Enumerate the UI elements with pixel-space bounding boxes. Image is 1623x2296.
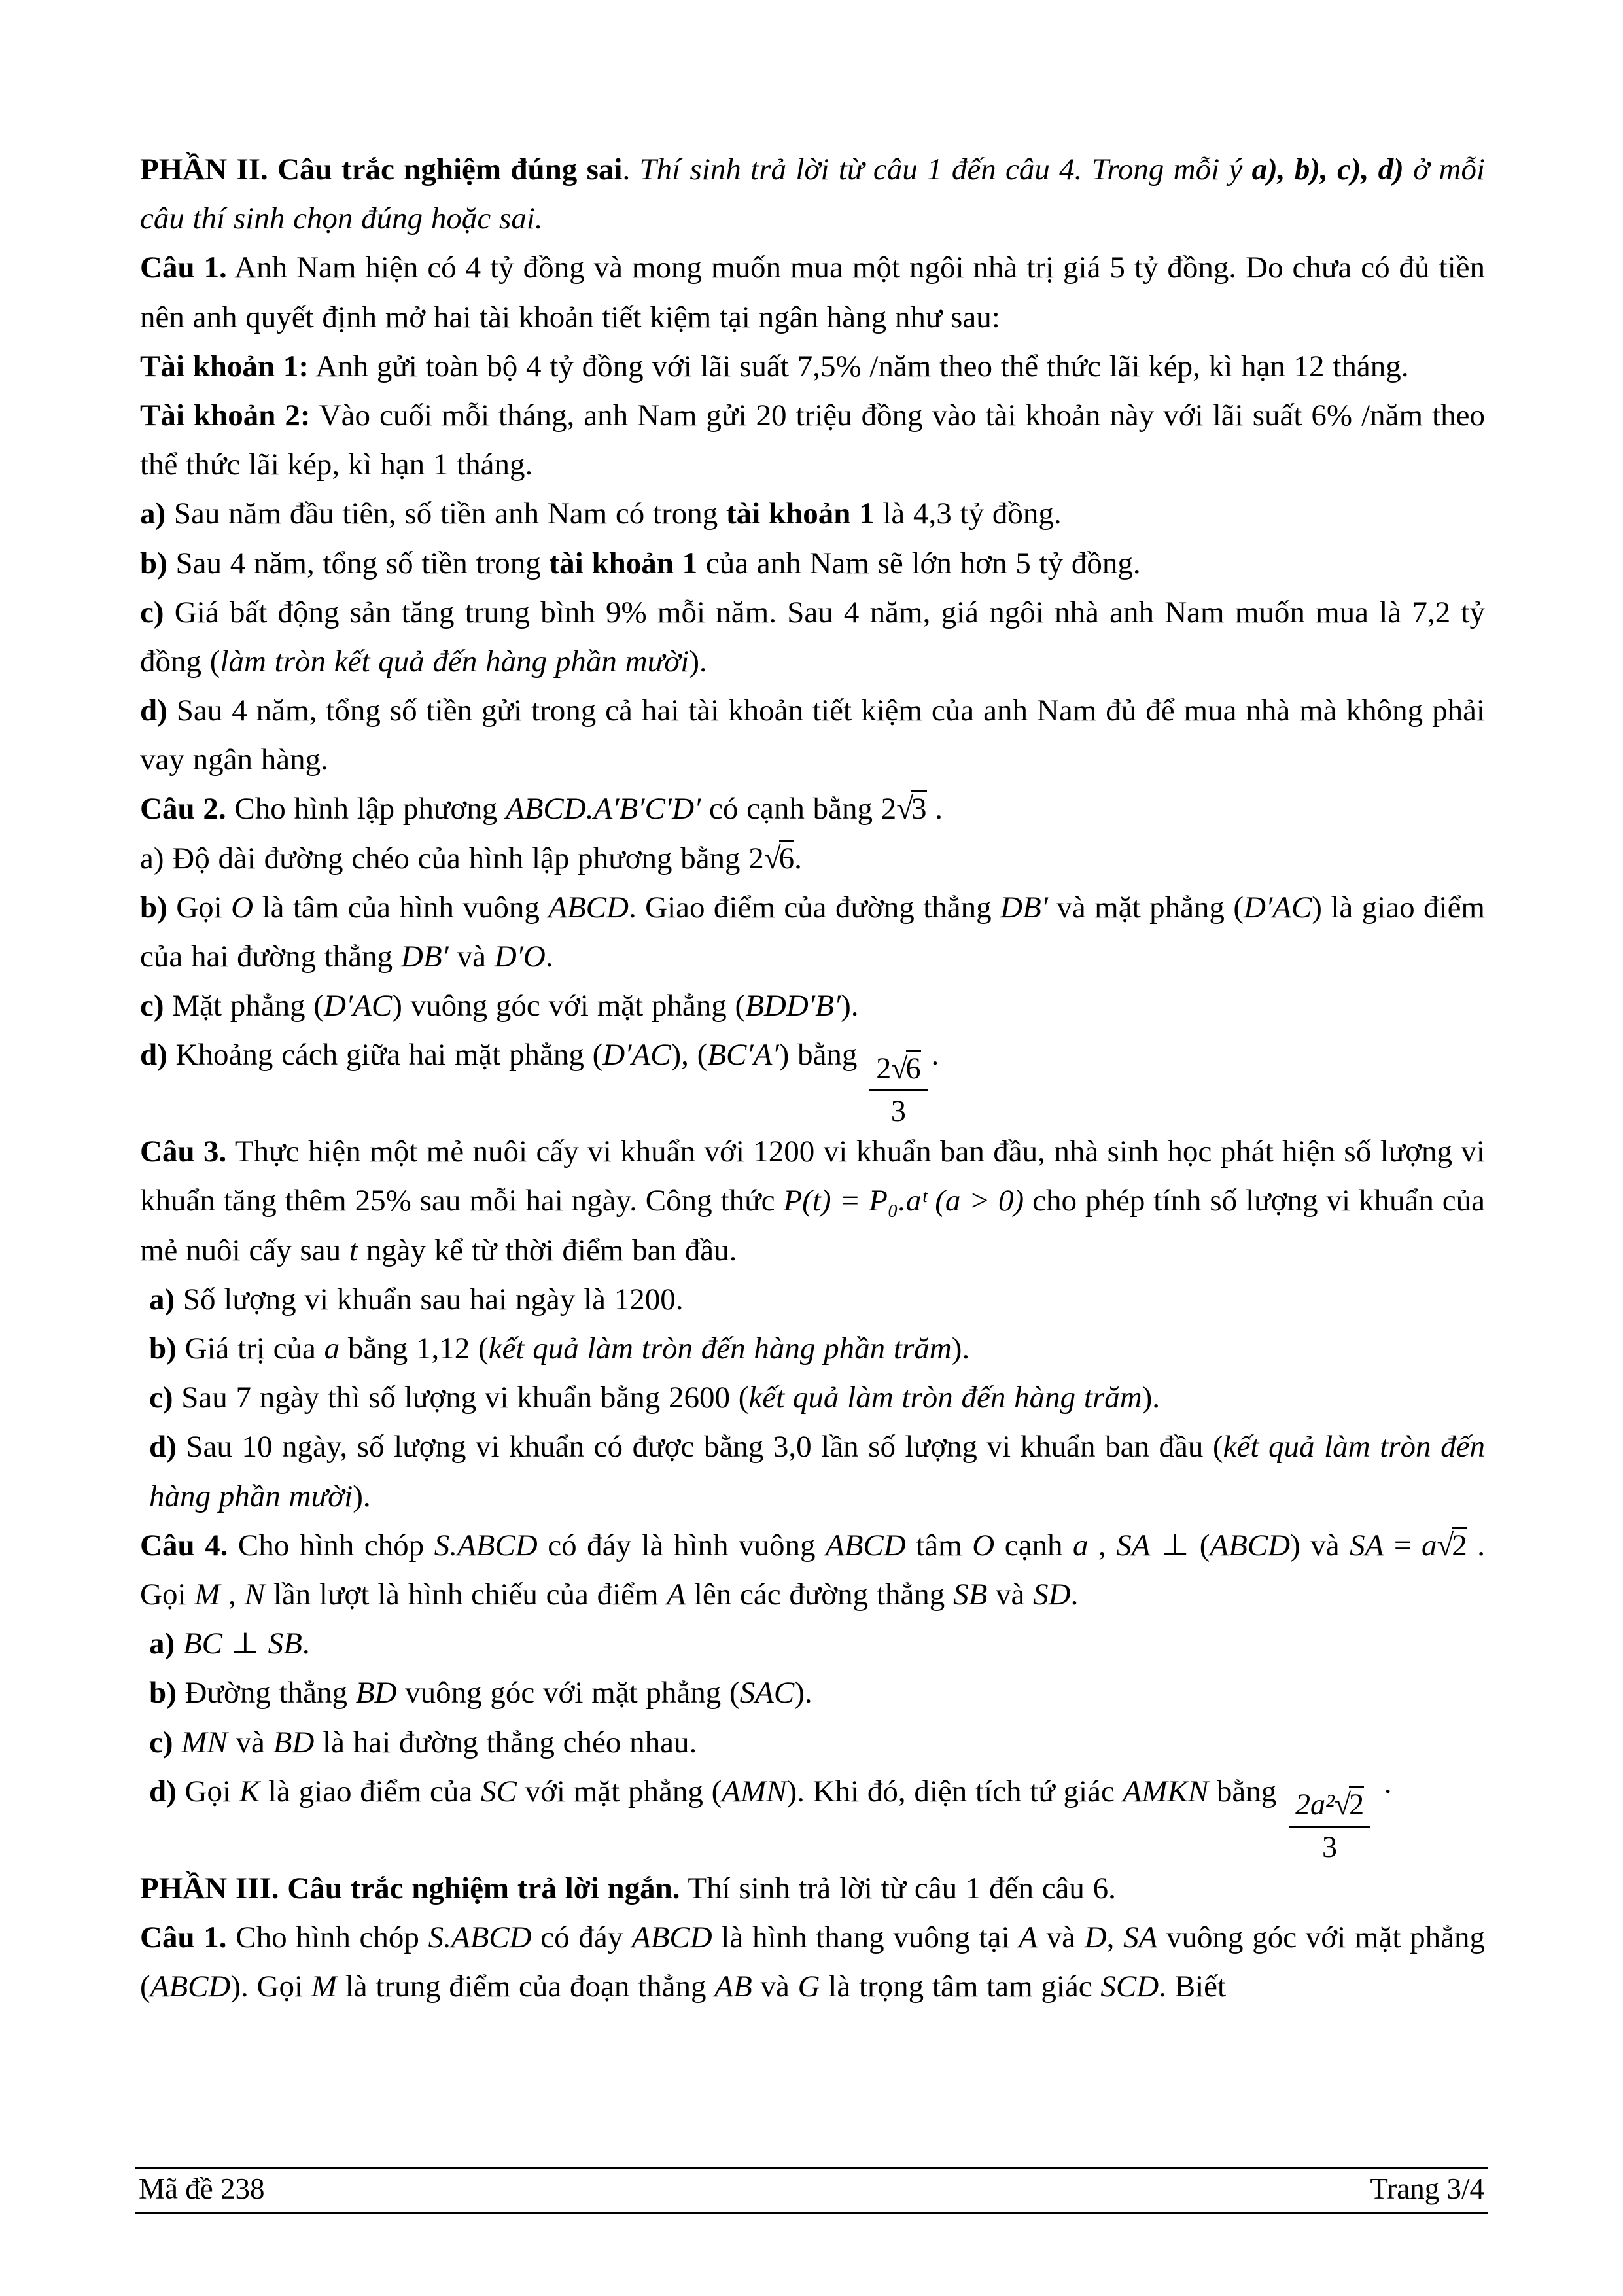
paragraph [140, 539, 1485, 588]
text-run: Vào cuối mỗi tháng, anh Nam gửi 20 triệu đồng vào tài khoản này với lãi suất 6% /năm theo thể thức lãi kép, kì hạn 1 tháng. [140, 398, 1485, 482]
text-run: SC [480, 1774, 517, 1809]
text-run: A [1019, 1920, 1038, 1954]
text-run: Đường thẳng [176, 1676, 356, 1710]
text-run: Tài khoản 2: [140, 398, 311, 433]
text-run: Anh gửi toàn bộ 4 tỷ đồng với lãi suất 7,5% /năm theo thể thức lãi kép, kì hạn 12 tháng. [308, 349, 1409, 383]
paragraph [140, 243, 1485, 342]
text-run: Số lượng vi khuẩn sau hai ngày là 1200. [175, 1282, 684, 1316]
text-run: d) [149, 1430, 177, 1464]
fraction [1285, 1785, 1374, 1863]
text-run: của anh Nam sẽ lớn hơn 5 tỷ đồng. [697, 546, 1141, 580]
text-run: cạnh [994, 1528, 1073, 1563]
paragraph [140, 1521, 1485, 1619]
sqrt-expression [896, 792, 926, 826]
text-run: ABCD [631, 1920, 712, 1954]
text-run: Khoảng cách giữa hai mặt phẳng ( [167, 1038, 603, 1072]
text-run: . Biết [1159, 1969, 1227, 2004]
text-run: là hình thang vuông tại [712, 1920, 1019, 1954]
text-run: D [1084, 1920, 1107, 1954]
text-run: . [1070, 1577, 1079, 1612]
text-run: ABCD [1210, 1528, 1291, 1563]
text-run: vuông góc với mặt phẳng ( [140, 1920, 1485, 2004]
paragraph [140, 1127, 1485, 1275]
paragraph [140, 1767, 1485, 1864]
text-run: và mặt phẳng ( [1047, 890, 1244, 925]
text-run: Câu 2. [140, 792, 226, 826]
paragraph [140, 489, 1485, 539]
text-run: và [987, 1577, 1034, 1612]
text-run: có đáy là hình vuông [537, 1528, 826, 1563]
text-run: ). [689, 644, 707, 679]
paragraph [140, 1669, 1485, 1718]
text-run: Sau 4 năm, tổng số tiền gửi trong cả hai tài khoản tiết kiệm của anh Nam đủ để mua nhà mà không phải vay ngân hàng. [140, 694, 1485, 777]
sqrt-expression [764, 841, 794, 875]
text-run: O [972, 1528, 995, 1563]
exam-code: Mã đề 238 [139, 2172, 265, 2205]
text-run: ). [951, 1332, 970, 1366]
sqrt-expression [1335, 1788, 1364, 1821]
text-run: D′AC [1244, 890, 1312, 925]
text-run [173, 1725, 182, 1759]
text-run: là trung điểm của đoạn thẳng [336, 1969, 715, 2004]
text-run: D′AC [602, 1038, 671, 1072]
text-run: bằng [1208, 1774, 1285, 1809]
radicand: 6 [905, 1051, 921, 1086]
text-run: AMKN [1123, 1774, 1209, 1809]
text-run: là hai đường thẳng chéo nhau. [314, 1725, 697, 1759]
text-run: và [752, 1969, 798, 2004]
text-run: PHẦN III. Câu trắc nghiệm trả lời ngắn. [140, 1871, 680, 1905]
text-run: là giao điểm của [260, 1774, 481, 1809]
text-run: . [926, 792, 943, 826]
text-run: , [1106, 1920, 1124, 1954]
text-run: ) vuông góc với mặt phẳng ( [392, 989, 746, 1023]
text-run: Mặt phẳng ( [164, 989, 324, 1023]
text-run: ABCD.A′B′C′D′ [506, 792, 701, 826]
text-run: cho phép tính số lượng vi khuẩn của mẻ nuôi cấy sau [140, 1184, 1486, 1267]
text-run: b) [140, 546, 167, 580]
text-run: kết quả làm tròn đến hàng trăm [748, 1381, 1142, 1415]
text-run: . [931, 1038, 939, 1072]
text-run: tài khoản 1 [549, 546, 698, 580]
paragraph [140, 883, 1485, 981]
text-run: SAC [739, 1676, 795, 1710]
text-run: ở mỗi câu thí sinh chọn đúng hoặc sai. [140, 152, 1486, 236]
text-run: ). Gọi [230, 1969, 311, 2004]
text-run: Thí sinh trả lời từ câu 1 đến câu 6. [680, 1871, 1116, 1905]
text-run: Cho hình chóp [228, 1528, 434, 1563]
paragraph [140, 1324, 1485, 1373]
text-run: Cho hình lập phương [226, 792, 506, 826]
text-run: d) [140, 1038, 167, 1072]
text-run: ⊥ ( [1150, 1528, 1210, 1563]
text-run: b) [140, 890, 167, 925]
paragraph [140, 1864, 1485, 1913]
fraction-denominator [1322, 1828, 1337, 1864]
text-run: c) [140, 989, 164, 1023]
text-run: 2 [876, 1051, 892, 1086]
text-run: DB′ [1000, 890, 1048, 925]
text-run: b) [149, 1676, 177, 1710]
text-run: c) [149, 1725, 173, 1759]
text-run: Sau 7 ngày thì số lượng vi khuẩn bằng 2600 ( [173, 1381, 749, 1415]
text-run: . [302, 1627, 310, 1661]
text-run: S.ABCD [434, 1528, 538, 1563]
text-run: a) Độ dài đường chéo của hình lập phương bằng 2 [140, 841, 764, 875]
text-run: ) và [1290, 1528, 1350, 1563]
paragraph [140, 1619, 1485, 1669]
radicand: 2 [1349, 1788, 1365, 1822]
text-run: G [797, 1969, 820, 2004]
text-run: Sau 10 ngày, số lượng vi khuẩn có được bằng 3,0 lần số lượng vi khuẩn ban đầu ( [176, 1430, 1223, 1464]
paragraph [140, 1373, 1485, 1422]
text-run: t [349, 1233, 358, 1267]
text-run: 3 [1322, 1829, 1338, 1863]
text-run: và [448, 940, 495, 974]
text-run: . Gọi [140, 1528, 1486, 1612]
text-run: . Giao điểm của đường thẳng [628, 890, 1001, 925]
paragraph [140, 981, 1485, 1031]
text-run: vuông góc với mặt phẳng ( [396, 1676, 740, 1710]
radical-sign-icon: √ [1334, 1788, 1350, 1822]
text-run: PHẦN II. Câu trắc nghiệm đúng sai [140, 152, 623, 186]
text-run: DB′ [400, 940, 449, 974]
text-run: với mặt phẳng ( [516, 1774, 722, 1809]
paragraph [140, 1422, 1485, 1521]
text-run: K [239, 1774, 260, 1809]
text-run: D′O [494, 940, 546, 974]
text-run: a) [149, 1627, 175, 1661]
text-run: ) là giao điểm của hai đường thẳng [140, 890, 1485, 974]
text-run: bằng 1,12 ( [340, 1332, 489, 1366]
text-run: có cạnh bằng 2 [701, 792, 897, 826]
text-run: là trọng tâm tam giác [820, 1969, 1101, 2004]
text-run: SA [1350, 1528, 1384, 1563]
text-run: Gọi [176, 1774, 239, 1809]
text-run: Gọi [167, 890, 232, 925]
text-run: b) [149, 1332, 177, 1366]
text-run: = [1384, 1528, 1422, 1563]
text-run: a [1072, 1528, 1089, 1563]
text-run: O [231, 890, 254, 925]
text-run: ABCD [548, 890, 629, 925]
paragraph [140, 588, 1485, 686]
sqrt-expression [891, 1051, 920, 1085]
text-run: ). [841, 989, 859, 1023]
text-run: Câu 4. [140, 1528, 228, 1563]
text-run: Câu 1. [140, 1920, 227, 1954]
text-run: a) [149, 1282, 175, 1316]
paragraph [140, 785, 1485, 834]
fraction-numerator [1289, 1785, 1370, 1828]
paragraph [140, 1913, 1485, 2011]
text-run: c) [140, 595, 164, 629]
text-run: ⊥ [222, 1627, 268, 1661]
text-run: và [227, 1725, 273, 1759]
text-run: và [1037, 1920, 1085, 1954]
text-run: A [667, 1577, 686, 1612]
text-run: ABCD [826, 1528, 906, 1563]
text-run: SCD [1100, 1969, 1159, 2004]
text-run: Sau 4 năm, tổng số tiền trong [167, 546, 550, 580]
page-number: Trang 3/4 [1370, 2172, 1484, 2205]
text-run: , [1088, 1528, 1117, 1563]
fraction-denominator [891, 1091, 906, 1128]
text-run: a [1421, 1528, 1437, 1563]
radical-sign-icon: √ [763, 841, 779, 875]
text-run: . [622, 152, 640, 186]
radical-sign-icon: √ [891, 1051, 906, 1086]
text-run: tài khoản 1 [725, 497, 875, 531]
text-run: BD [273, 1725, 315, 1759]
text-run: làm tròn kết quả đến hàng phần mười [220, 644, 689, 679]
text-run: . [545, 940, 553, 974]
paragraph [140, 391, 1485, 489]
text-run: tâm [905, 1528, 973, 1563]
text-run: là 4,3 tỷ đồng. [874, 497, 1062, 531]
paragraph [140, 1031, 1485, 1127]
text-run: 2a² [1295, 1788, 1335, 1822]
fraction [865, 1049, 931, 1127]
text-run: Tài khoản 1: [140, 349, 309, 383]
sqrt-expression [1437, 1528, 1467, 1563]
text-run: 3 [890, 1093, 906, 1127]
document-body [140, 145, 1485, 2011]
text-run: d) [149, 1774, 177, 1809]
text-run: lên các đường thẳng [686, 1577, 954, 1612]
text-run: M [194, 1577, 220, 1612]
text-run: Cho hình chóp [226, 1920, 428, 1954]
text-run [175, 1627, 183, 1661]
text-run: a), b), c), d) [1251, 152, 1404, 186]
radicand: 2 [1452, 1528, 1467, 1563]
text-run: BC′A′ [707, 1038, 779, 1072]
text-run: BD [355, 1676, 397, 1710]
text-run: Anh Nam hiện có 4 tỷ đồng và mong muốn mua một ngôi nhà trị giá 5 tỷ đồng. Do chưa có đủ tiền nên anh quyết định mở hai tài khoản tiết kiệm tại ngân hàng như sau: [140, 251, 1485, 334]
text-run: Sau năm đầu tiên, số tiền anh Nam có trong [166, 497, 726, 531]
text-run: có đáy [531, 1920, 632, 1954]
text-run: ABCD [150, 1969, 231, 2004]
text-run: SB [953, 1577, 988, 1612]
text-run: ). [353, 1479, 371, 1513]
text-run: c) [149, 1381, 173, 1415]
text-run: Giá trị của [176, 1332, 324, 1366]
text-run: a [324, 1332, 340, 1366]
text-run: M [311, 1969, 337, 2004]
text-run: MN [181, 1725, 228, 1759]
text-run: . [794, 841, 802, 875]
text-run: kết quả làm tròn đến hàng phần trăm [488, 1332, 952, 1366]
radical-sign-icon: √ [1437, 1528, 1452, 1563]
paragraph [140, 1275, 1485, 1324]
text-run: · [1374, 1774, 1393, 1809]
paragraph [140, 342, 1485, 391]
paragraph [140, 686, 1485, 785]
text-run: SA [1116, 1528, 1151, 1563]
text-run: , [220, 1577, 245, 1612]
page-footer [135, 2167, 1488, 2214]
radical-sign-icon: √ [896, 792, 912, 826]
text-run: ngày kể từ thời điểm ban đầu. [357, 1233, 737, 1267]
text-run: ). [794, 1676, 812, 1710]
text-run: Giá bất động sản tăng trung bình 9% mỗi năm. Sau 4 năm, giá ngôi nhà anh Nam muốn mua là 7,2 tỷ đồng ( [140, 595, 1485, 679]
paragraph [140, 145, 1485, 243]
radicand: 3 [911, 792, 927, 826]
text-run: lần lượt là hình chiếu của điểm [265, 1577, 667, 1612]
text-run: ). Khi đó, diện tích tứ giác [786, 1774, 1123, 1809]
text-run: Thí sinh trả lời từ câu 1 đến câu 4. Trong mỗi ý [639, 152, 1252, 186]
text-run: BDD′B′ [745, 989, 841, 1023]
text-run: S.ABCD [428, 1920, 532, 1954]
text-run: AMN [722, 1774, 787, 1809]
radicand: 6 [778, 841, 795, 875]
text-run: SD [1033, 1577, 1071, 1612]
paragraph [140, 1718, 1485, 1767]
text-run: P(t) = P₀.aᵗ (a > 0) [783, 1184, 1024, 1218]
text-run: BC [183, 1627, 222, 1661]
text-run: D′AC [324, 989, 393, 1023]
text-run: Câu 3. [140, 1135, 227, 1169]
text-run: N [244, 1577, 266, 1612]
text-run: là tâm của hình vuông [253, 890, 549, 925]
paragraph [140, 834, 1485, 883]
text-run: Thực hiện một mẻ nuôi cấy vi khuẩn với 1200 vi khuẩn ban đầu, nhà sinh học phát hiện số lượng vi khuẩn tăng thêm 25% sau mỗi hai ngày. Công thức [140, 1135, 1485, 1218]
text-run: Câu 1. [140, 251, 227, 285]
text-run: AB [714, 1969, 752, 2004]
text-run: kết quả làm tròn đến hàng phần mười [149, 1430, 1485, 1513]
text-run: ). [1142, 1381, 1161, 1415]
text-run: SB [268, 1627, 302, 1661]
text-run: d) [140, 694, 167, 728]
text-run: ), ( [671, 1038, 708, 1072]
text-run: a) [140, 497, 166, 531]
fraction-numerator [869, 1049, 927, 1091]
text-run: SA [1123, 1920, 1158, 1954]
text-run: ) bằng [778, 1038, 866, 1072]
